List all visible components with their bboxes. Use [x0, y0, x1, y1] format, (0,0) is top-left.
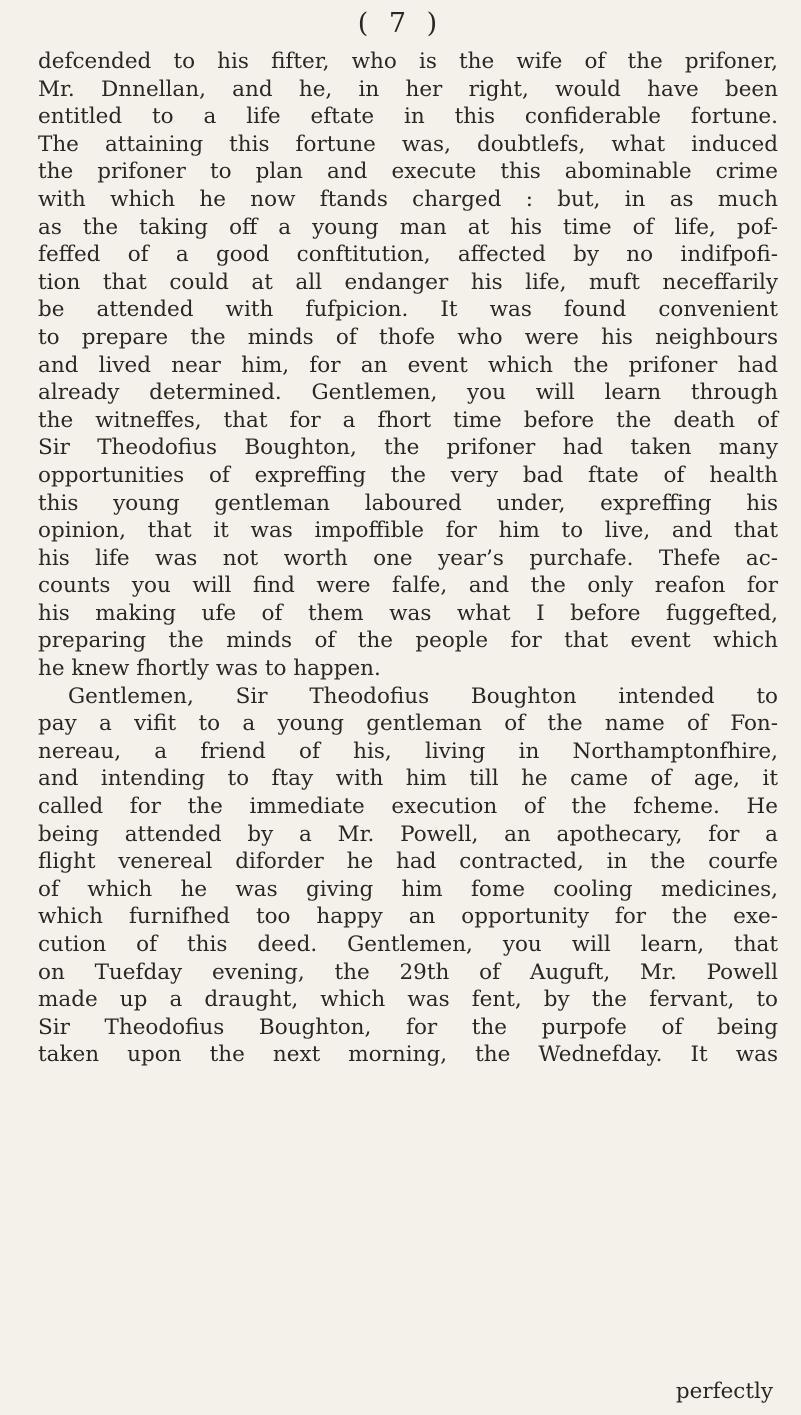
text-line: Sir Theodofius Boughton, for the purpofe of being [38, 1014, 778, 1040]
text-line: the prifoner to plan and execute this abominable crime [38, 159, 778, 185]
text-line: be attended with fufpicion. It was found convenient [38, 297, 778, 323]
text-line: his making ufe of them was what I before fuggefted, [38, 600, 778, 626]
text-line: on Tuefday evening, the 29th of Auguft, Mr. Powell [38, 959, 778, 985]
text-line: taken upon the next morning, the Wednefday. It was [38, 1042, 778, 1068]
text-line: flight venereal diforder he had contracted, in the courfe [38, 849, 778, 875]
text-line: the witneffes, that for a fhort time before the death of [38, 407, 778, 433]
text-line: entitled to a life eftate in this confiderable fortune. [38, 104, 778, 130]
text-line: counts you will find were falfe, and the only reafon for [38, 573, 778, 599]
text-line: Mr. Dnnellan, and he, in her right, would have been [38, 76, 778, 102]
paragraph-1 [38, 48, 778, 683]
text-line: he knew fhortly was to happen. [38, 656, 381, 682]
text-line: and intending to ftay with him till he came of age, it [38, 766, 778, 792]
text-line: The attaining this fortune was, doubtlefs, what induced [38, 131, 778, 157]
text-line: as the taking off a young man at his time of life, pof- [38, 214, 778, 240]
text-line: cution of this deed. Gentlemen, you will learn, that [38, 932, 778, 957]
text-line: being attended by a Mr. Powell, an apothecary, for a [38, 821, 778, 847]
text-line: and lived near him, for an event which the prifoner had [38, 352, 778, 378]
text-line: called for the immediate execution of the fcheme. He [38, 794, 778, 820]
text-line: Sir Theodofius Boughton, the prifoner had taken many [38, 435, 778, 461]
text-line: already determined. Gentlemen, you will learn through [38, 380, 778, 406]
text-line: his life was not worth one year’s purchafe. Thefe ac- [38, 545, 778, 571]
text-line: Gentlemen, Sir Theodofius Boughton intended to [68, 683, 778, 709]
text-line: feffed of a good conftitution, affected by no indifpofi- [38, 242, 778, 268]
catchword: perfectly [675, 1379, 773, 1404]
body-text [38, 48, 778, 1069]
text-line: this young gentleman laboured under, expreffing his [38, 490, 778, 516]
text-line: with which he now ftands charged : but, in as much [38, 186, 778, 212]
page-number: ( 7 ) [357, 8, 444, 39]
text-line: preparing the minds of the people for that event which [38, 628, 778, 654]
text-line: tion that could at all endanger his life, muft neceffarily [38, 269, 778, 295]
text-line: made up a draught, which was fent, by the fervant, to [38, 987, 778, 1013]
paragraph-2 [38, 683, 778, 1069]
text-line: opportunities of expreffing the very bad ftate of health [38, 462, 778, 488]
text-line: opinion, that it was impoffible for him to live, and that [38, 518, 778, 544]
text-line: pay a vifit to a young gentleman of the name of Fon- [38, 711, 778, 737]
text-line: to prepare the minds of thofe who were his neighbours [38, 324, 778, 350]
text-line: which furnifhed too happy an opportunity for the exe- [38, 904, 778, 930]
text-line: defcended to his fifter, who is the wife of the prifoner, [38, 49, 778, 74]
text-line: nereau, a friend of his, living in Northamptonfhire, [38, 738, 778, 764]
text-line: of which he was giving him fome cooling medicines, [38, 876, 778, 902]
